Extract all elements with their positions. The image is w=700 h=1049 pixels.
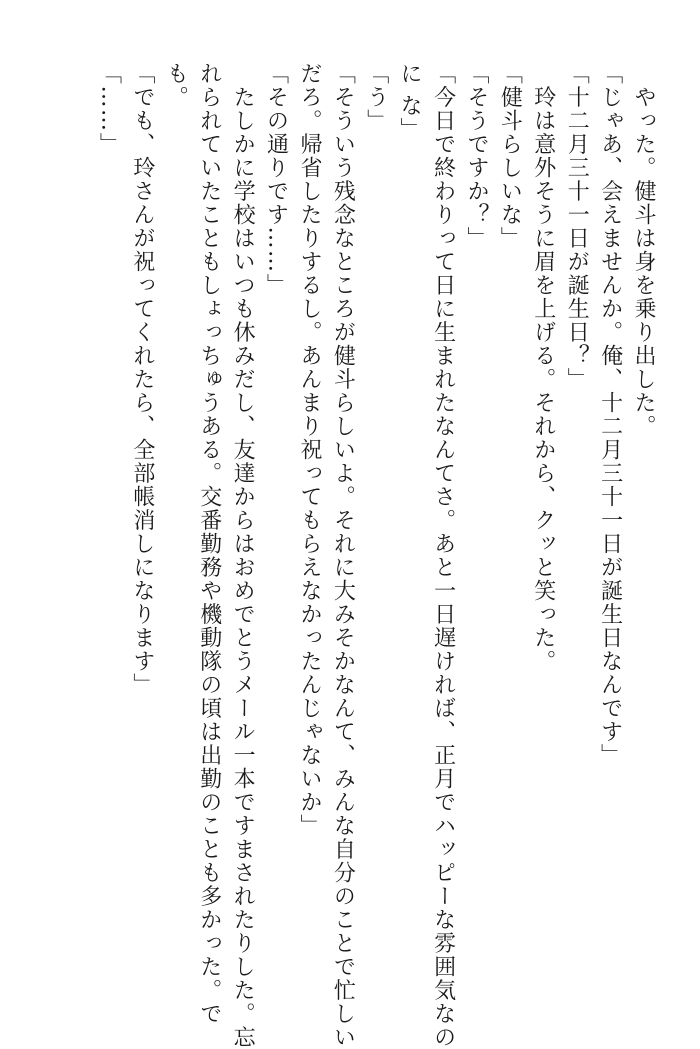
text-line: れられていたこともしょっちゅうある。交番勤務や機動隊の頃は出勤のことも多かった。で — [196, 62, 222, 1026]
text-line: やった。健斗は身を乗り出した。 — [631, 62, 656, 438]
text-line: 「う」 — [363, 62, 389, 133]
text-line: だろ。帰省したりするし。あんまり祝ってもらえなかったんじゃないか」 — [296, 62, 322, 838]
text-line: 「今日で終わりって日に生まれたなんてさ。あと一日遅ければ、正月でハッピーな雰囲気なの — [430, 62, 456, 1049]
text-line: 玲は意外そうに眉を上げる。それから、クッと笑った。 — [530, 62, 556, 673]
text-line: 「十二月三十一日が誕生日？」 — [564, 62, 590, 391]
text-line: 「……」 — [96, 62, 122, 156]
text-line: 「でも、玲さんが祝ってくれたら、全部帳消しになります」 — [129, 62, 155, 697]
text-line: 「その通りです……」 — [263, 62, 289, 297]
text-line: 「そうですか？」 — [463, 62, 489, 250]
text-line: 「健斗らしいな」 — [497, 62, 523, 250]
text-line: に な」 — [397, 62, 423, 141]
text-line: たしかに学校はいつも休みだし、友達からはおめでとうメール一本ですまされたりした。忘 — [230, 62, 256, 1049]
vertical-text-body — [92, 62, 660, 1049]
text-line: 「じゃあ、会えませんか。俺、十二月三十一日が誕生日なんです」 — [597, 62, 623, 767]
text-line: も。 — [163, 62, 189, 109]
text-line: 「そういう残念なところが健斗らしいよ。それに大みそかなんて、みんな自分のことで忙しい — [330, 62, 356, 1049]
